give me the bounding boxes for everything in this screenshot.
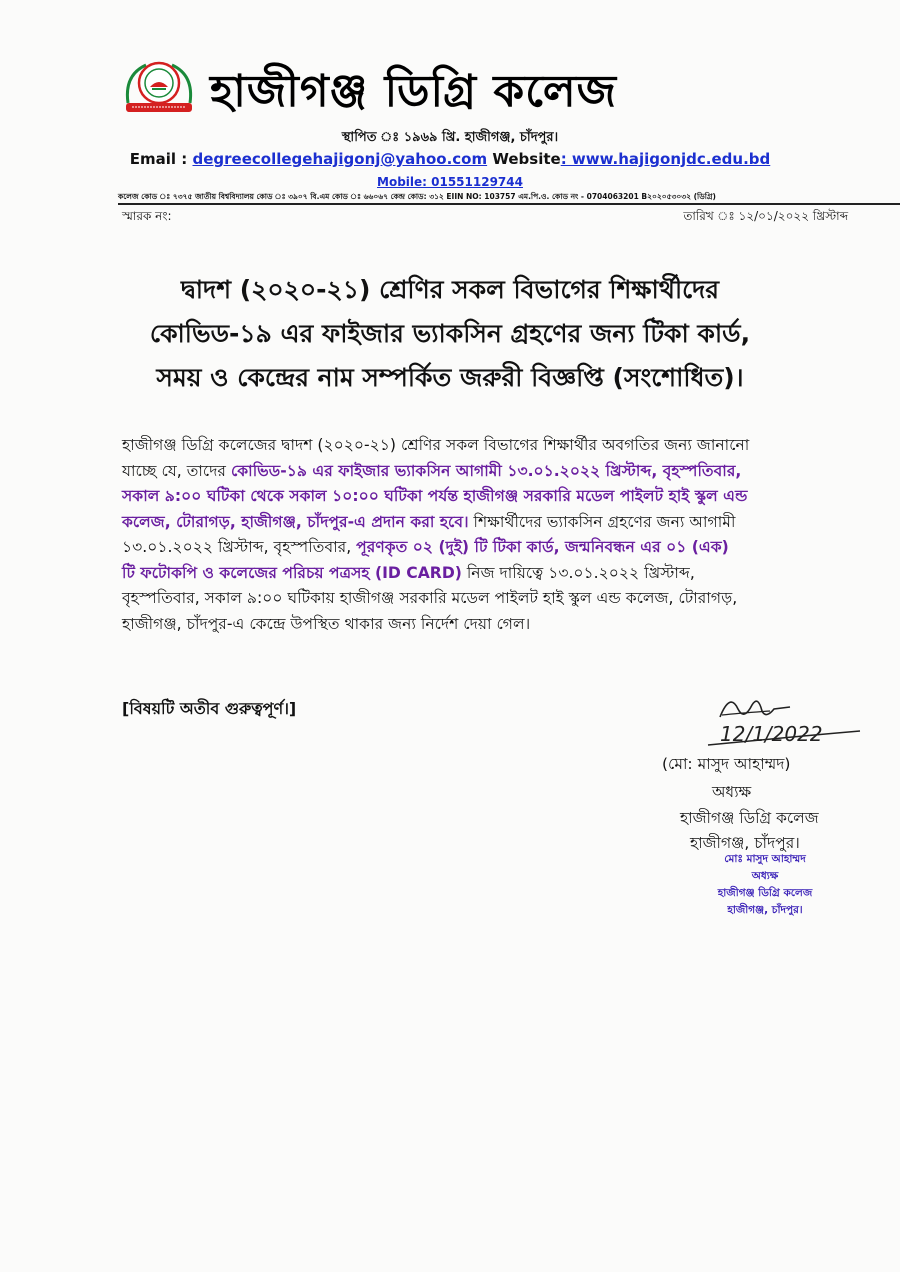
- college-name: হাজীগঞ্জ ডিগ্রি কলেজ: [210, 66, 618, 117]
- seal-stamp: [700, 852, 830, 920]
- signatory-college: হাজীগঞ্জ ডিগ্রি কলেজ: [680, 809, 819, 827]
- email-link[interactable]: degreecollegehajigonj@yahoo.com: [192, 150, 488, 168]
- header-divider: [118, 203, 900, 205]
- body-text: নিজ দায়িত্বে ১৩.০১.২০২২ খ্রিস্টাব্দ,: [461, 563, 695, 582]
- body-highlight: কোভিড-১৯ এর ফাইজার ভ্যাকসিন আগামী ১৩.০১.২০২২ খ্রিস্টাব্দ, বৃহস্পতিবার,: [230, 461, 742, 480]
- body-line-8: হাজীগঞ্জ, চাঁদপুর-এ কেন্দ্রে উপস্থিত থাকার জন্য নির্দেশ দেয়া গেল।: [122, 614, 531, 633]
- stamp-name: মোঃ মাসুদ আহাম্মদ: [724, 853, 806, 865]
- heading-line-3: সময় ও কেন্দ্রের নাম সম্পর্কিত জরুরী বিজ্ঞপ্তি (সংশোধিত)।: [156, 363, 744, 392]
- body-text: ১৩.০১.২০২২ খ্রিস্টাব্দ, বৃহস্পতিবার,: [122, 538, 357, 556]
- stamp-title: অধ্যক্ষ: [751, 870, 779, 882]
- body-line-5: [122, 535, 900, 561]
- body-line-3: সকাল ৯:০০ ঘটিকা থেকে সকাল ১০:০০ ঘটিকা পর্যন্ত হাজীগঞ্জ সরকারি মডেল পাইলট হাই স্কুল এন্ড: [122, 487, 748, 505]
- signatory-name: (মো: মাসুদ আহাম্মদ): [662, 755, 791, 773]
- body-line-2: [122, 459, 900, 485]
- body-highlight: কলেজ, টোরাগড়, হাজীগঞ্জ, চাঁদপুর-এ প্রদান করা হবে।: [122, 512, 469, 531]
- website-label: Website: [492, 150, 561, 168]
- stamp-college: হাজীগঞ্জ ডিগ্রি কলেজ: [717, 887, 813, 899]
- handwritten-signature: [700, 687, 870, 749]
- body-highlight: টি ফটোকপি ও কলেজের পরিচয় পত্রসহ (ID CARD): [122, 563, 462, 582]
- body-line-1: হাজীগঞ্জ ডিগ্রি কলেজের দ্বাদশ (২০২০-২১) শ্রেণির সকল বিভাগের শিক্ষার্থীর অবগতির জন্য জানানো: [122, 436, 750, 454]
- document-date: তারিখ ঃ ১২/০১/২০২২ খ্রিস্টাব্দ: [683, 209, 848, 223]
- email-label: Email :: [129, 150, 188, 168]
- heading-line-1: দ্বাদশ (২০২০-২১) শ্রেণির সকল বিভাগের শিক্ষার্থীদের: [180, 275, 720, 304]
- stamp-place: হাজীগঞ্জ, চাঁদপুর।: [727, 904, 803, 916]
- handwritten-date: 12/1/2022: [720, 722, 823, 746]
- body-line-7: বৃহস্পতিবার, সকাল ৯:০০ ঘটিকায় হাজীগঞ্জ সরকারি মডেল পাইলট হাই স্কুল এন্ড কলেজ, টোরাগড়,: [122, 589, 738, 607]
- body-text: শিক্ষার্থীদের ভ্যাকসিন গ্রহণের জন্য আগামী: [468, 512, 736, 531]
- importance-note: [বিষয়টি অতীব গুরুত্বপূর্ণ।]: [122, 699, 297, 718]
- body-line-4: [122, 510, 900, 536]
- notice-heading: [0, 268, 900, 400]
- website-link[interactable]: : www.hajigonjdc.edu.bd: [560, 150, 771, 168]
- signatory-place: হাজীগঞ্জ, চাঁদপুর।: [690, 834, 800, 852]
- heading-line-2: কোভিড-১৯ এর ফাইজার ভ্যাকসিন গ্রহণের জন্য টিকা কার্ড,: [149, 319, 751, 348]
- contact-line: [0, 150, 900, 168]
- institution-codes: কলেজ কোড ঃ ৭৩৭৫ জাতীয় বিশ্ববিদ্যালয় কোড ঃ ৩৯০৭ বি.এম কোড ঃ ৬৬০৬৭ কেন্দ্র কোড: ৩১২ EIIN NO: 103757 এম.পি.ও. কোড নং - 0704063201 B২০২০৫৩০৩২ (ডিগ্রি): [118, 192, 716, 201]
- mobile-number[interactable]: Mobile: 01551129744: [377, 175, 523, 189]
- body-highlight: পূরণকৃত ০২ (দুই) টি টিকা কার্ড, জন্মনিবন্ধন এর ০১ (এক): [356, 538, 729, 556]
- memo-number: স্মারক নং:: [122, 209, 172, 223]
- body-text: যাচ্ছে যে, তাদের: [122, 461, 231, 480]
- college-logo: [120, 55, 198, 115]
- founded-line: স্থাপিত ঃ ১৯৬৯ খ্রি. হাজীগঞ্জ, চাঁদপুর।: [341, 130, 559, 145]
- signatory-title: অধ্যক্ষ: [712, 783, 752, 801]
- body-line-6: [122, 561, 900, 587]
- notice-body: [122, 433, 900, 637]
